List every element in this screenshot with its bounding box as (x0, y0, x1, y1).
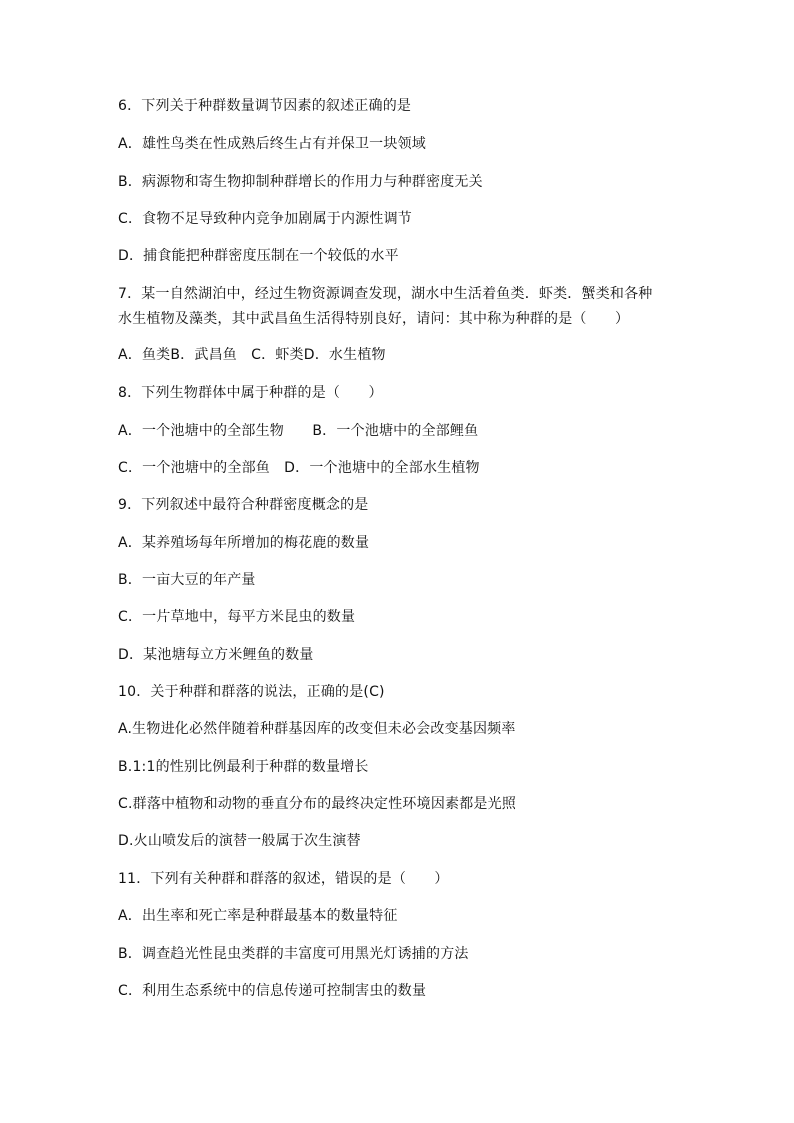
question-10-option-a: A.生物进化必然伴随着种群基因库的改变但未必会改变基因频率 (118, 721, 516, 737)
question-6-stem: 6．下列关于种群数量调节因素的叙述正确的是 (118, 98, 412, 114)
question-8-options-ab: A．一个池塘中的全部生物 B．一个池塘中的全部鲤鱼 (118, 423, 479, 439)
question-7-stem-line-2: 水生植物及藻类，其中武昌鱼生活得特别良好，请问：其中称为种群的是（ ） (118, 311, 630, 327)
question-10-stem: 10．关于种群和群落的说法，正确的是(C) (118, 684, 385, 700)
question-6-option-c: C．食物不足导致种内竞争加剧属于内源性调节 (118, 211, 412, 227)
question-7-stem-line-1: 7．某一自然湖泊中，经过生物资源调查发现，湖水中生活着鱼类．虾类．蟹类和各种 (118, 286, 653, 302)
question-9-option-c: C．一片草地中，每平方米昆虫的数量 (118, 609, 356, 625)
question-9-stem: 9．下列叙述中最符合种群密度概念的是 (118, 497, 369, 513)
question-11-option-a: A．出生率和死亡率是种群最基本的数量特征 (118, 908, 398, 924)
question-10-option-c: C.群落中植物和动物的垂直分布的最终决定性环境因素都是光照 (118, 796, 517, 812)
question-6-option-b: B．病源物和寄生物抑制种群增长的作用力与种群密度无关 (118, 174, 483, 190)
question-9-option-b: B．一亩大豆的年产量 (118, 572, 256, 588)
question-9-option-a: A．某养殖场每年所增加的梅花鹿的数量 (118, 535, 370, 551)
question-7-options: A．鱼类B．武昌鱼 C．虾类D．水生植物 (118, 347, 386, 363)
question-11-option-b: B．调查趋光性昆虫类群的丰富度可用黑光灯诱捕的方法 (118, 946, 469, 962)
question-10-option-d: D.火山喷发后的演替一般属于次生演替 (118, 833, 361, 849)
question-11-stem: 11．下列有关种群和群落的叙述，错误的是（ ） (118, 871, 449, 887)
question-6-option-d: D．捕食能把种群密度压制在一个较低的水平 (118, 248, 399, 264)
question-6-option-a: A．雄性鸟类在性成熟后终生占有并保卫一块领域 (118, 136, 426, 152)
question-8-options-cd: C．一个池塘中的全部鱼 D．一个池塘中的全部水生植物 (118, 460, 480, 476)
question-10-option-b: B.1:1的性别比例最利于种群的数量增长 (118, 759, 369, 775)
question-11-option-c: C．利用生态系统中的信息传递可控制害虫的数量 (118, 983, 427, 999)
question-9-option-d: D．某池塘每立方米鲤鱼的数量 (118, 647, 314, 663)
question-8-stem: 8．下列生物群体中属于种群的是（ ） (118, 385, 383, 401)
